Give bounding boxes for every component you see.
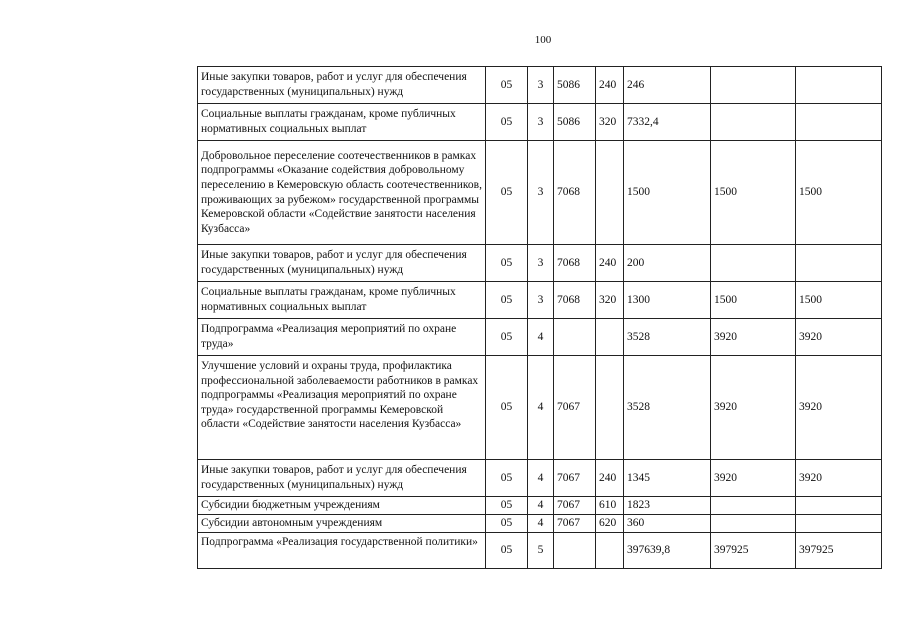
table-row: [198, 533, 882, 569]
section-code: 05: [486, 515, 528, 533]
row-name: Социальные выплаты гражданам, кроме публичных нормативных социальных выплат: [198, 104, 486, 141]
article-code: 5086: [554, 67, 596, 104]
article-code: 7067: [554, 460, 596, 497]
article-code: [554, 319, 596, 356]
expense-type-code: [596, 533, 624, 569]
section-code: 05: [486, 245, 528, 282]
amount-year-1: 1823: [624, 497, 711, 515]
table-row: [198, 497, 882, 515]
article-code: 7067: [554, 356, 596, 460]
budget-table: [197, 66, 882, 569]
section-code: 05: [486, 282, 528, 319]
row-name: Иные закупки товаров, работ и услуг для обеспечения государственных (муниципальных) нужд: [198, 67, 486, 104]
row-name: Иные закупки товаров, работ и услуг для обеспечения государственных (муниципальных) нужд: [198, 460, 486, 497]
amount-year-1: 1500: [624, 141, 711, 245]
amount-year-2: 3920: [711, 356, 796, 460]
amount-year-1: 7332,4: [624, 104, 711, 141]
subsection-code: 5: [528, 533, 554, 569]
section-code: 05: [486, 319, 528, 356]
amount-year-3: [796, 245, 882, 282]
section-code: 05: [486, 141, 528, 245]
section-code: 05: [486, 104, 528, 141]
subsection-code: 3: [528, 282, 554, 319]
row-name: Социальные выплаты гражданам, кроме публичных нормативных социальных выплат: [198, 282, 486, 319]
expense-type-code: [596, 319, 624, 356]
amount-year-1: 246: [624, 67, 711, 104]
amount-year-3: [796, 67, 882, 104]
amount-year-3: [796, 104, 882, 141]
amount-year-1: 1345: [624, 460, 711, 497]
amount-year-2: [711, 67, 796, 104]
row-name: Добровольное переселение соотечественников в рамках подпрограммы «Оказание содействия добровольному переселению в Кемеровскую область соотечественников, проживающих за рубежом» государственной программы Кемеровской области «Содействие занятости населения Кузбасса»: [198, 141, 486, 245]
article-code: 7068: [554, 282, 596, 319]
section-code: 05: [486, 497, 528, 515]
section-code: 05: [486, 67, 528, 104]
subsection-code: 3: [528, 245, 554, 282]
amount-year-1: 3528: [624, 319, 711, 356]
subsection-code: 4: [528, 497, 554, 515]
article-code: 7067: [554, 515, 596, 533]
expense-type-code: 610: [596, 497, 624, 515]
article-code: 7068: [554, 141, 596, 245]
subsection-code: 3: [528, 67, 554, 104]
table-row: [198, 356, 882, 460]
table-row: [198, 245, 882, 282]
section-code: 05: [486, 356, 528, 460]
row-name: Субсидии бюджетным учреждениям: [198, 497, 486, 515]
amount-year-3: [796, 497, 882, 515]
row-name: Подпрограмма «Реализация государственной политики»: [198, 533, 486, 569]
table-row: [198, 67, 882, 104]
amount-year-2: 1500: [711, 282, 796, 319]
expense-type-code: 240: [596, 460, 624, 497]
article-code: 7067: [554, 497, 596, 515]
expense-type-code: 240: [596, 245, 624, 282]
amount-year-3: 1500: [796, 141, 882, 245]
subsection-code: 4: [528, 460, 554, 497]
subsection-code: 4: [528, 356, 554, 460]
section-code: 05: [486, 460, 528, 497]
article-code: 7068: [554, 245, 596, 282]
amount-year-2: [711, 104, 796, 141]
expense-type-code: [596, 141, 624, 245]
amount-year-2: [711, 515, 796, 533]
amount-year-3: 1500: [796, 282, 882, 319]
amount-year-2: 397925: [711, 533, 796, 569]
subsection-code: 4: [528, 515, 554, 533]
amount-year-3: [796, 515, 882, 533]
table-row: [198, 460, 882, 497]
amount-year-1: 3528: [624, 356, 711, 460]
amount-year-1: 397639,8: [624, 533, 711, 569]
section-code: 05: [486, 533, 528, 569]
page-number: 100: [534, 34, 552, 46]
article-code: [554, 533, 596, 569]
expense-type-code: 320: [596, 104, 624, 141]
row-name: Субсидии автономным учреждениям: [198, 515, 486, 533]
row-name: Подпрограмма «Реализация мероприятий по охране труда»: [198, 319, 486, 356]
table-row: [198, 104, 882, 141]
amount-year-1: 1300: [624, 282, 711, 319]
amount-year-3: 397925: [796, 533, 882, 569]
expense-type-code: 240: [596, 67, 624, 104]
amount-year-1: 200: [624, 245, 711, 282]
amount-year-3: 3920: [796, 460, 882, 497]
table-row: [198, 515, 882, 533]
amount-year-3: 3920: [796, 356, 882, 460]
subsection-code: 3: [528, 141, 554, 245]
row-name: Улучшение условий и охраны труда, профилактика профессиональной заболеваемости работников в рамках подпрограммы «Реализация мероприятий по охране труда» государственной программы Кемеровской области «Содействие занятости населения Кузбасса»: [198, 356, 486, 460]
table-row: [198, 319, 882, 356]
expense-type-code: 620: [596, 515, 624, 533]
amount-year-2: 3920: [711, 460, 796, 497]
amount-year-2: [711, 497, 796, 515]
table-row: [198, 141, 882, 245]
table-row: [198, 282, 882, 319]
expense-type-code: 320: [596, 282, 624, 319]
subsection-code: 4: [528, 319, 554, 356]
subsection-code: 3: [528, 104, 554, 141]
amount-year-2: 1500: [711, 141, 796, 245]
amount-year-1: 360: [624, 515, 711, 533]
article-code: 5086: [554, 104, 596, 141]
expense-type-code: [596, 356, 624, 460]
amount-year-2: 3920: [711, 319, 796, 356]
row-name: Иные закупки товаров, работ и услуг для обеспечения государственных (муниципальных) нужд: [198, 245, 486, 282]
amount-year-2: [711, 245, 796, 282]
amount-year-3: 3920: [796, 319, 882, 356]
